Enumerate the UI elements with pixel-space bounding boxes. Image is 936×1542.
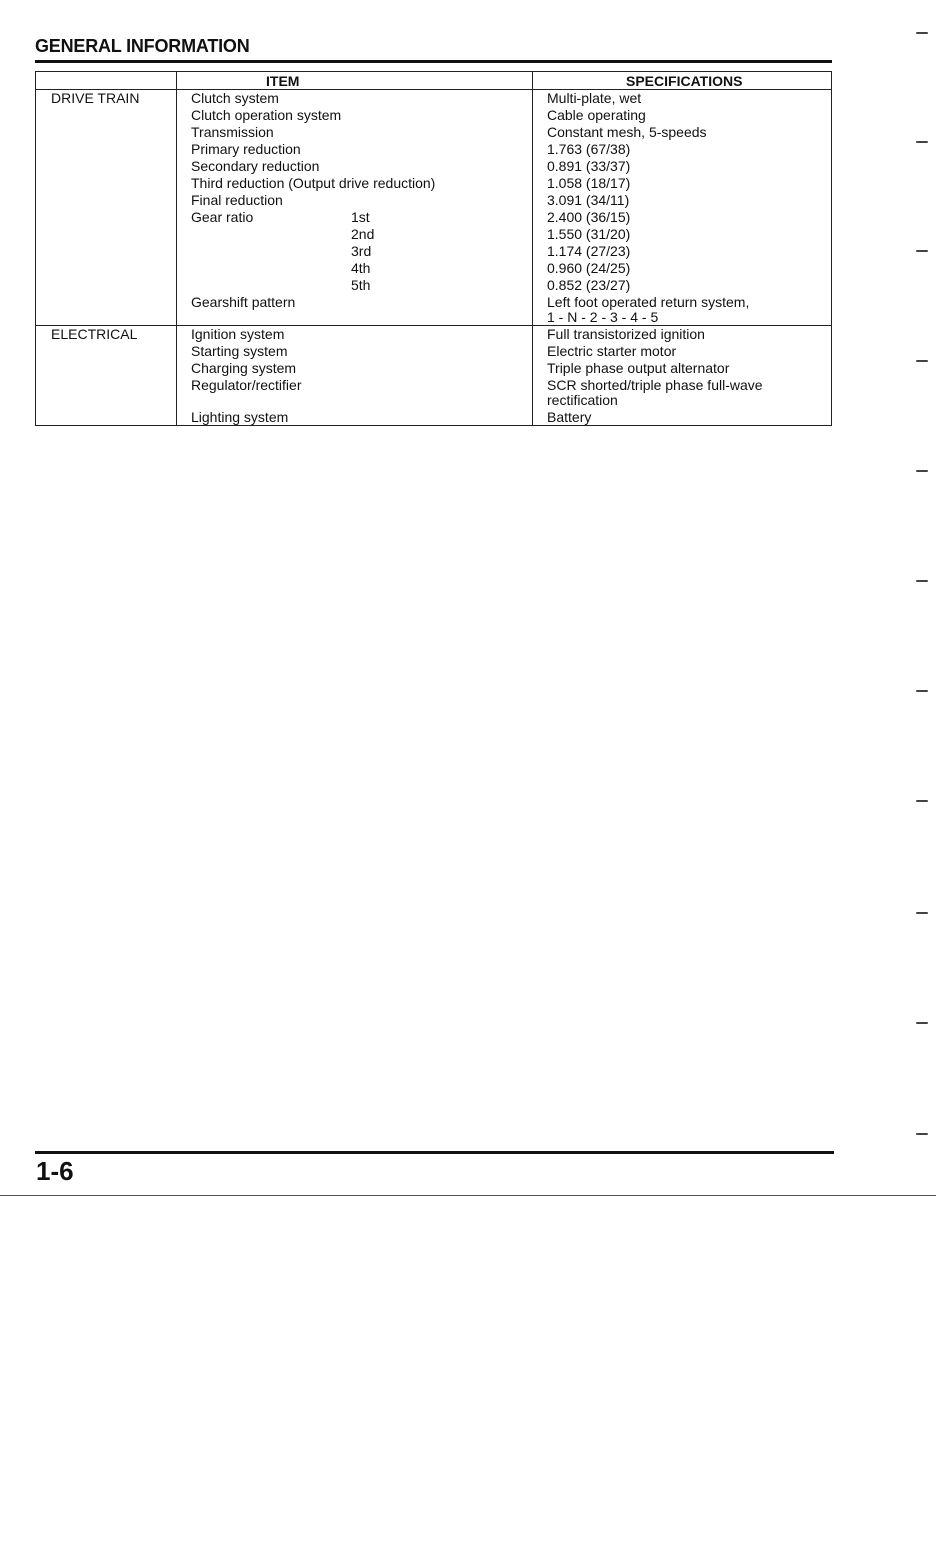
gear-cell: 1st bbox=[351, 209, 370, 225]
column-header-specifications: SPECIFICATIONS bbox=[626, 73, 743, 89]
spec-cell: Electric starter motor bbox=[547, 343, 677, 359]
item-cell: Third reduction (Output drive reduction) bbox=[191, 175, 436, 191]
margin-tick bbox=[916, 912, 928, 914]
spec-cell: 0.891 (33/37) bbox=[547, 158, 631, 174]
item-cell: Starting system bbox=[191, 343, 288, 359]
item-cell: Transmission bbox=[191, 124, 274, 140]
item-cell: Gear ratio bbox=[191, 209, 254, 225]
spec-cell: rectification bbox=[547, 392, 618, 408]
spec-cell: 2.400 (36/15) bbox=[547, 209, 631, 225]
section-label-electrical: ELECTRICAL bbox=[51, 326, 138, 342]
margin-tick bbox=[916, 800, 928, 802]
spec-cell: Full transistorized ignition bbox=[547, 326, 705, 342]
item-cell: Clutch operation system bbox=[191, 107, 342, 123]
page-number: 1-6 bbox=[36, 1156, 74, 1186]
item-cell: Primary reduction bbox=[191, 141, 301, 157]
spec-cell: 1.058 (18/17) bbox=[547, 175, 631, 191]
spec-cell: Left foot operated return system, bbox=[547, 294, 750, 310]
gear-cell: 4th bbox=[351, 260, 371, 276]
spec-cell: 0.960 (24/25) bbox=[547, 260, 631, 276]
item-cell: Lighting system bbox=[191, 409, 289, 425]
spec-cell: 1.763 (67/38) bbox=[547, 141, 631, 157]
spec-cell: 1.550 (31/20) bbox=[547, 226, 631, 242]
column-header-item: ITEM bbox=[266, 73, 300, 89]
spec-cell: 1.174 (27/23) bbox=[547, 243, 631, 259]
spec-column-divider bbox=[532, 72, 533, 425]
section-divider bbox=[36, 325, 831, 326]
spec-cell: Multi-plate, wet bbox=[547, 90, 642, 106]
spec-cell: Cable operating bbox=[547, 107, 646, 123]
margin-tick bbox=[916, 32, 928, 34]
spec-cell: Triple phase output alternator bbox=[547, 360, 730, 376]
spec-cell: 1 - N - 2 - 3 - 4 - 5 bbox=[547, 309, 659, 325]
section-label-drive-train: DRIVE TRAIN bbox=[51, 90, 140, 106]
item-cell: Secondary reduction bbox=[191, 158, 320, 174]
spec-cell: 3.091 (34/11) bbox=[547, 192, 630, 208]
gear-cell: 2nd bbox=[351, 226, 375, 242]
spec-cell: Constant mesh, 5-speeds bbox=[547, 124, 707, 140]
page-heading: GENERAL INFORMATION bbox=[35, 36, 250, 56]
spec-cell: Battery bbox=[547, 409, 592, 425]
section-column-divider bbox=[176, 72, 177, 425]
heading-rule bbox=[35, 60, 832, 63]
margin-tick bbox=[916, 360, 928, 362]
gear-cell: 3rd bbox=[351, 243, 372, 259]
item-cell: Regulator/rectifier bbox=[191, 377, 302, 393]
gear-cell: 5th bbox=[351, 277, 371, 293]
footer-rule bbox=[35, 1151, 834, 1154]
margin-tick bbox=[916, 580, 928, 582]
specifications-table bbox=[35, 71, 832, 426]
page-edge-line bbox=[0, 1195, 936, 1196]
margin-tick bbox=[916, 1022, 928, 1024]
item-cell: Final reduction bbox=[191, 192, 283, 208]
margin-tick bbox=[916, 470, 928, 472]
item-cell: Charging system bbox=[191, 360, 297, 376]
item-cell: Clutch system bbox=[191, 90, 279, 106]
spec-cell: SCR shorted/triple phase full-wave bbox=[547, 377, 763, 393]
margin-tick bbox=[916, 141, 928, 143]
item-cell: Gearshift pattern bbox=[191, 294, 296, 310]
margin-tick bbox=[916, 250, 928, 252]
spec-cell: 0.852 (23/27) bbox=[547, 277, 631, 293]
margin-tick bbox=[916, 1133, 928, 1135]
header-divider bbox=[36, 89, 831, 90]
margin-tick bbox=[916, 690, 928, 692]
item-cell: Ignition system bbox=[191, 326, 285, 342]
